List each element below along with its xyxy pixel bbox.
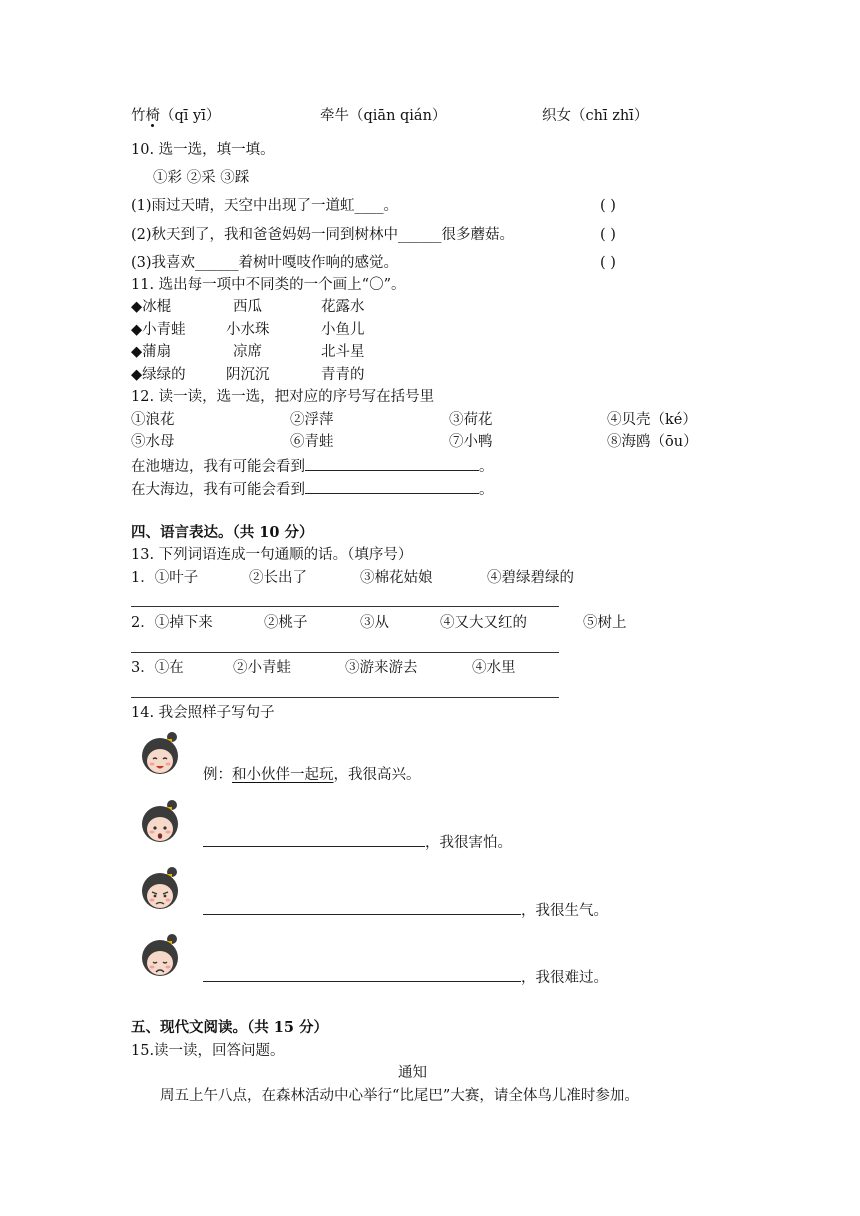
item-text: (3)我喜欢 bbox=[131, 255, 196, 271]
q12-option: ⑤水母 bbox=[131, 434, 175, 450]
q13-word: ③棉花姑娘 bbox=[360, 570, 433, 586]
q10-item-3 bbox=[131, 253, 398, 273]
pinyin-item-1 bbox=[131, 106, 220, 126]
answer-blank[interactable] bbox=[305, 479, 479, 494]
period: 。 bbox=[479, 482, 494, 498]
q12-option: ⑥青蛙 bbox=[290, 434, 334, 450]
word: 牵牛 bbox=[320, 108, 349, 124]
notice-title: 通知 bbox=[398, 1065, 427, 1081]
answer-blank[interactable] bbox=[203, 900, 521, 915]
q12-option: ④贝壳（ké） bbox=[607, 412, 697, 428]
q11-row-3-b[interactable]: 凉席 bbox=[233, 344, 262, 360]
q12-option: ⑦小鸭 bbox=[449, 434, 493, 450]
q13-word: ②长出了 bbox=[249, 570, 307, 586]
happy-girl-icon bbox=[138, 730, 182, 780]
q11-row-3-c[interactable]: 北斗星 bbox=[321, 344, 365, 360]
fill-blank[interactable]: ______ bbox=[398, 227, 442, 243]
answer-blank[interactable] bbox=[203, 967, 521, 982]
q12-option: ③荷花 bbox=[449, 412, 493, 428]
q13-word: ④水里 bbox=[472, 660, 516, 676]
q13-word: ②小青蛙 bbox=[233, 660, 291, 676]
section-4-heading: 四、语言表达。（共 10 分） bbox=[131, 524, 314, 541]
item-text: 很多蘑菇。 bbox=[441, 227, 515, 243]
q11-row-1-b[interactable]: 西瓜 bbox=[233, 299, 262, 315]
sad-girl-icon bbox=[138, 932, 182, 982]
q11-row-3-a[interactable]: ◆蒲扇 bbox=[131, 344, 172, 360]
q13-word: ④碧绿碧绿的 bbox=[487, 570, 574, 586]
example-underlined: 和小伙伴一起玩 bbox=[232, 767, 334, 783]
item-text: 着树叶嘎吱作响的感觉。 bbox=[238, 255, 399, 271]
answer-blank[interactable] bbox=[203, 832, 425, 847]
q13-title: 13. 下列词语连成一句通顺的话。（填序号） bbox=[131, 547, 413, 563]
item-text: 。 bbox=[383, 198, 399, 214]
q11-row-2-b[interactable]: 小水珠 bbox=[226, 322, 270, 338]
notice-body: 周五上午八点，在森林活动中心举行“比尾巴”大赛，请全体鸟儿准时参加。 bbox=[160, 1088, 639, 1104]
q10-options: ①彩 ②采 ③踩 bbox=[153, 170, 250, 186]
q12-prompt: 在大海边，我有可能会看到 bbox=[131, 482, 305, 498]
q11-row-1-a[interactable]: ◆冰棍 bbox=[131, 299, 172, 315]
example-suffix: ，我很高兴。 bbox=[333, 767, 421, 783]
sentence-scared bbox=[203, 832, 512, 853]
q12-option: ①浪花 bbox=[131, 412, 175, 428]
word-char: 竹 bbox=[131, 108, 146, 124]
sentence-sad bbox=[203, 967, 608, 988]
fill-blank[interactable]: ______ bbox=[195, 255, 239, 271]
q11-row-4-b[interactable]: 阴沉沉 bbox=[226, 367, 270, 383]
sentence-angry bbox=[203, 900, 608, 921]
example-label: 例： bbox=[203, 767, 232, 783]
answer-blank[interactable] bbox=[305, 456, 479, 471]
q12-option: ②浮萍 bbox=[290, 412, 334, 428]
q15-title: 15.读一读，回答问题。 bbox=[131, 1043, 285, 1059]
pinyin-options: （qiān qián） bbox=[349, 108, 447, 124]
q12-title: 12. 读一读，选一选，把对应的序号写在括号里 bbox=[131, 389, 435, 405]
fill-blank[interactable]: ____ bbox=[354, 198, 384, 214]
q12-prompt: 在池塘边，我有可能会看到 bbox=[131, 459, 305, 475]
q11-title: 11. 选出每一项中不同类的一个画上“〇”。 bbox=[131, 277, 406, 293]
q13-word: 1．①叶子 bbox=[131, 570, 199, 586]
scared-girl-icon bbox=[138, 798, 182, 848]
q13-word: ②桃子 bbox=[264, 615, 308, 631]
pinyin-item-3 bbox=[542, 106, 648, 126]
answer-line[interactable] bbox=[131, 606, 559, 607]
q10-title: 10. 选一选，填一填。 bbox=[131, 142, 275, 158]
answer-line[interactable] bbox=[131, 652, 559, 653]
pinyin-item-2 bbox=[320, 106, 446, 126]
q11-row-4-c[interactable]: 青青的 bbox=[321, 367, 365, 383]
answer-paren[interactable]: ( ) bbox=[600, 227, 616, 243]
q12-sea-line bbox=[131, 479, 494, 500]
section-5-heading: 五、现代文阅读。（共 15 分） bbox=[131, 1019, 329, 1036]
q13-word: 2．①掉下来 bbox=[131, 615, 213, 631]
sentence-suffix: ，我很生气。 bbox=[521, 903, 608, 919]
q13-word: ④又大又红的 bbox=[440, 615, 527, 631]
answer-paren[interactable]: ( ) bbox=[600, 255, 616, 271]
sentence-suffix: ，我很难过。 bbox=[521, 970, 608, 986]
q13-word: ⑤树上 bbox=[583, 615, 627, 631]
q11-row-2-c[interactable]: 小鱼儿 bbox=[321, 322, 365, 338]
item-text: (2)秋天到了，我和爸爸妈妈一同到树林中 bbox=[131, 227, 399, 243]
q14-title: 14. 我会照样子写句子 bbox=[131, 705, 275, 721]
q11-row-1-c[interactable]: 花露水 bbox=[321, 299, 365, 315]
q11-row-4-a[interactable]: ◆绿绿的 bbox=[131, 367, 186, 383]
pinyin-options: （chī zhī） bbox=[571, 108, 649, 124]
q13-word: ③从 bbox=[360, 615, 389, 631]
pinyin-options: （qī yī） bbox=[160, 108, 221, 124]
q13-word: 3．①在 bbox=[131, 660, 184, 676]
period: 。 bbox=[479, 459, 494, 475]
sentence-suffix: ，我很害怕。 bbox=[425, 835, 512, 851]
dotted-char: 椅 bbox=[145, 108, 160, 124]
q11-row-2-a[interactable]: ◆小青蛙 bbox=[131, 322, 186, 338]
angry-girl-icon bbox=[138, 865, 182, 915]
answer-paren[interactable]: ( ) bbox=[600, 198, 616, 214]
q13-word: ③游来游去 bbox=[345, 660, 418, 676]
q10-item-1 bbox=[131, 196, 398, 216]
q12-pond-line bbox=[131, 456, 494, 477]
answer-line[interactable] bbox=[131, 697, 559, 698]
item-text: (1)雨过天晴，天空中出现了一道虹 bbox=[131, 198, 355, 214]
word: 织女 bbox=[542, 108, 571, 124]
example-sentence bbox=[203, 765, 421, 785]
q12-option: ⑧海鸥（ōu） bbox=[607, 434, 698, 450]
q10-item-2 bbox=[131, 225, 514, 245]
